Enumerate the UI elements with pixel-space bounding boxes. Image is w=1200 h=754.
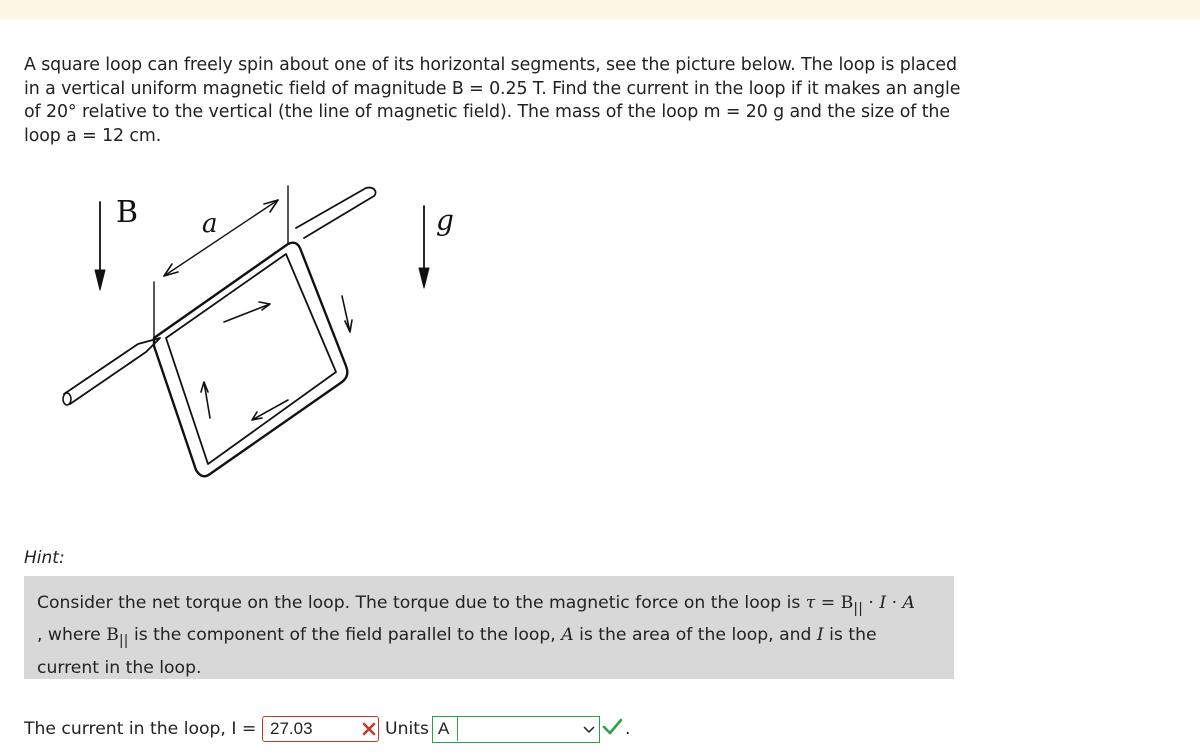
a-symbol: A	[902, 593, 915, 613]
top-banner	[0, 0, 1200, 19]
hint-label: Hint:	[24, 548, 65, 568]
trailing-period: .	[625, 719, 631, 739]
parallel-subscript: ||	[118, 632, 129, 649]
hint-text: is the component of the field parallel to the loop,	[128, 625, 562, 646]
loop-diagram	[56, 176, 476, 522]
dimension-arrow-right	[264, 200, 278, 212]
equals-sign: =	[815, 593, 841, 613]
a-symbol: A	[561, 625, 574, 646]
gravity-label: g	[436, 204, 454, 237]
i-symbol: I	[879, 593, 887, 613]
units-select[interactable]	[432, 716, 600, 743]
tau-symbol: τ	[805, 593, 816, 613]
problem-text: A square loop can freely spin about one of its horizontal segments, see the picture below. The loop is placed in a vertical uniform magnetic field of magnitude B = 0.25 T. Find the current in the loop if it makes an angle of 20° relative to the vertical (the line of magnetic field). The mass of the loop m = 20 g and the size of the loop a = 12 cm.	[24, 55, 961, 146]
b-field-label: B	[116, 195, 139, 230]
dot-operator: ·	[862, 593, 880, 613]
dimension-arrow-left	[164, 264, 178, 276]
loop-inner	[166, 254, 336, 464]
x-icon	[361, 721, 377, 737]
hint-text: Consider the net torque on the loop. The torque due to the magnetic force on the loop is	[37, 593, 806, 613]
current-arrow-top	[224, 302, 270, 322]
left-rod	[64, 338, 160, 404]
b-field-arrowhead	[95, 270, 105, 290]
hint-text: where	[42, 625, 107, 646]
comma: ,	[37, 625, 43, 646]
i-symbol: I	[816, 625, 824, 646]
gravity-arrowhead	[419, 268, 429, 288]
side-length-label: a	[202, 209, 218, 239]
current-arrow-right	[342, 296, 352, 332]
current-arrow-left	[201, 382, 210, 418]
hint-box	[24, 576, 954, 679]
hint-text: is the area of the loop, and	[573, 625, 817, 646]
b-symbol: B	[106, 625, 119, 646]
right-rod	[296, 188, 376, 238]
left-rod-end	[63, 393, 71, 405]
units-value: A	[438, 719, 450, 738]
units-label: Units	[385, 719, 429, 739]
dimension-line	[164, 200, 278, 276]
select-divider	[457, 717, 458, 741]
b-symbol: B	[840, 593, 854, 613]
answer-label: The current in the loop, I =	[24, 719, 257, 739]
dot-operator: ·	[886, 593, 903, 613]
hint-text: is the current in the loop.	[37, 625, 877, 678]
parallel-subscript: ||	[853, 600, 863, 617]
chevron-down-icon	[583, 726, 595, 734]
checkmark-icon	[602, 718, 622, 736]
